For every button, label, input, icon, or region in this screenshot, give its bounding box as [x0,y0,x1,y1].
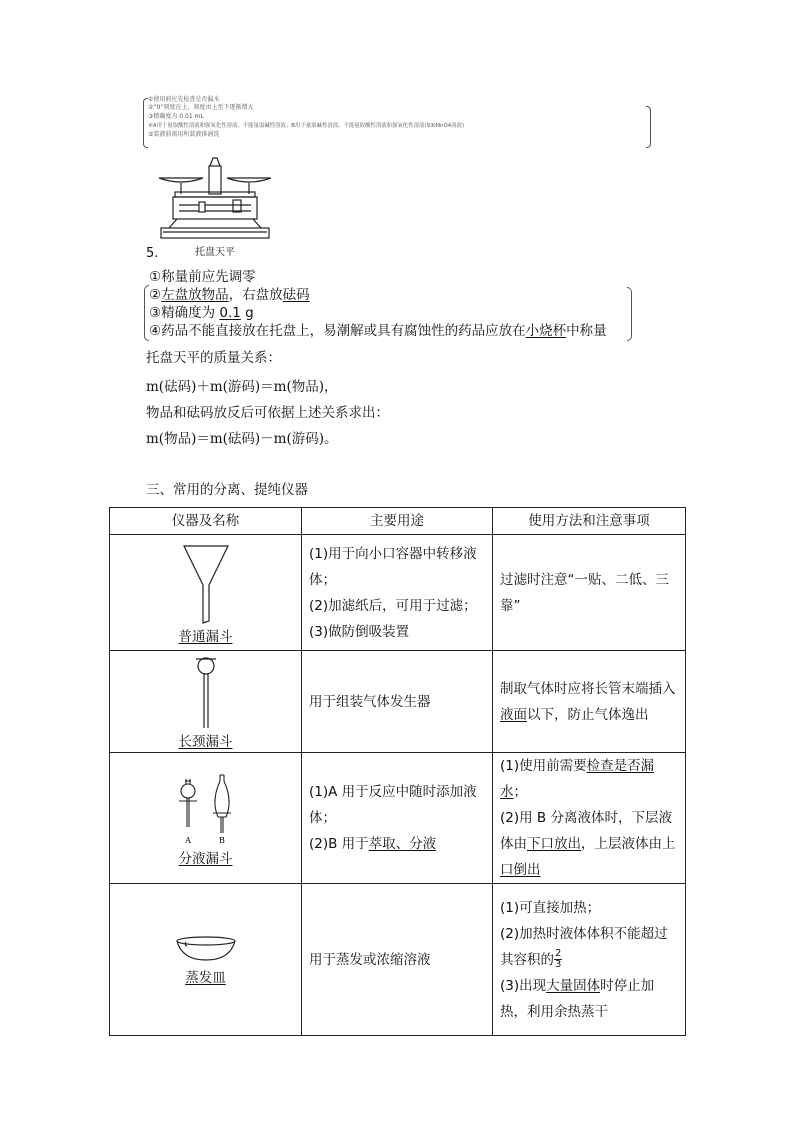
balance-note-3-unit: g [240,305,254,321]
top-note-line-1: ①使用前应先检查是否漏水 [148,96,220,103]
evaporating-dish-icon [174,934,238,964]
balance-note-4-beaker: 小烧杯 [525,323,567,339]
reversed-relation-title: 物品和砝码放反后可依据上述关系求出： [146,405,389,421]
funnel-icon [181,543,231,625]
balance-note-1 [149,268,256,286]
top-note-line-3: ③精确度为 0.01 mL [148,113,204,120]
note-underlined: 口倒出 [500,862,541,878]
note-underlined: 下口放出 [527,836,581,852]
use-line: (2)加滤纸后，可用于过滤； [309,597,477,614]
instrument-cell [110,884,302,1036]
long-neck-funnel-icon [194,656,218,730]
mass-relation-title: 托盘天平的质量关系： [146,350,281,366]
fraction-numerator: 2 [555,948,562,959]
header-instrument: 仪器及名称 [110,508,302,535]
fraction-denominator: 3 [555,959,562,970]
note-text: (3)出现 [500,977,547,994]
note-text: 时停止加热，利用余热蒸干 [500,977,655,1020]
balance-notes-right-brace [627,287,632,341]
balance-note-2-weights: 砝码 [282,287,310,303]
note-underlined: 检查是否漏水 [500,758,655,800]
note-line [500,805,678,883]
instrument-cell [110,535,302,651]
balance-note-2-left-pan: 左盘放物品 [161,287,229,303]
balance-caption: 托盘天平 [195,247,235,258]
balance-note-4-suffix: 中称量 [566,323,607,339]
note-text: 制取气体时应将长管末端插入 [500,680,676,697]
note-text: (1)使用前需要 [500,758,587,774]
balance-note-4 [149,322,607,340]
notes-cell [493,753,686,884]
balance-note-1-text: ①称量前应先调零 [149,269,256,285]
header-notes: 使用方法和注意事项 [493,508,686,535]
table-row [110,535,686,651]
note-text: (2)用 B 分离液体时，下层液体由 [500,810,672,852]
use-line: (1)用于向小口容器中转移液体； [309,545,477,588]
table-row [110,651,686,753]
header-uses: 主要用途 [302,508,493,535]
balance-note-2 [149,286,310,304]
balance-number: 5. [146,246,159,261]
instrument-cell [110,651,302,753]
notes-cell: 过滤时注意“一贴、二低、三靠” [493,535,686,651]
fraction [554,949,562,970]
reversed-relation-formula: m(物品)＝m(砝码)－m(游码)。 [146,431,338,447]
balance-illustration [155,156,275,244]
top-note-line-5: ⑤装液前需用所装液体润洗 [148,131,220,138]
use-text: (2)B 用于 [309,836,369,852]
table-header-row [110,508,686,535]
instrument-name: 普通漏斗 [178,628,233,645]
funnel-b-label: B [218,836,225,845]
note-line [500,973,678,1025]
note-text: ，上层液体由上 [581,836,676,852]
note-text: ； [513,784,527,800]
uses-cell: 用于组装气体发生器 [302,651,493,753]
note-line: (1)可直接加热； [500,899,601,916]
instrument-table [109,507,686,1036]
uses-cell [302,535,493,651]
use-line [309,831,485,857]
note-underlined: 大量固体 [546,977,601,994]
balance-note-4-prefix: ④药品不能直接放在托盘上，易潮解或具有腐蚀性的药品应放在 [149,323,526,339]
note-line [500,753,678,805]
balance-note-3 [149,304,254,322]
separatory-funnel-icon [171,771,241,847]
section-title: 三、常用的分离、提纯仪器 [146,482,308,498]
top-notes-right-brace [646,106,651,148]
balance-note-2-prefix: ② [149,287,162,303]
mass-relation-formula: m(砝码)＋m(游码)＝m(物品)， [146,379,338,395]
note-text: 以下，防止气体逸出 [527,706,649,723]
note-underlined: 液面 [500,706,527,723]
uses-cell: 用于蒸发或浓缩溶液 [302,884,493,1036]
use-underlined: 萃取、分液 [368,836,437,852]
notes-cell [493,651,686,753]
balance-note-2-middle: ，右盘放 [228,287,283,303]
note-text: (2)加热时液体体积不能超过其容积的 [500,925,668,968]
instrument-cell [110,753,302,884]
note-line [500,921,678,973]
uses-cell [302,753,493,884]
use-line: (3)做防倒吸装置 [309,623,410,640]
balance-note-3-prefix: ③精确度为 [149,305,220,321]
notes-cell [493,884,686,1036]
top-note-line-2: ②“0”刻度在上，刻度由上至下逐渐增大 [148,104,254,111]
instrument-name: 分液漏斗 [178,851,233,867]
funnel-a-label: A [184,836,191,845]
use-line: (1)A 用于反应中随时添加液体； [309,784,477,826]
balance-note-3-precision: 0.1 [219,305,241,321]
instrument-name: 长颈漏斗 [178,733,233,750]
table-row [110,753,686,884]
table-row [110,884,686,1036]
instrument-name: 蒸发皿 [185,969,226,986]
top-note-line-4: ④A用于量取酸性溶液和强氧化性溶液，不能量取碱性溶液；B用于量取碱性溶液，不能量取酸性溶液和强氧化性溶液(如KMnO4溶液) [148,123,465,129]
